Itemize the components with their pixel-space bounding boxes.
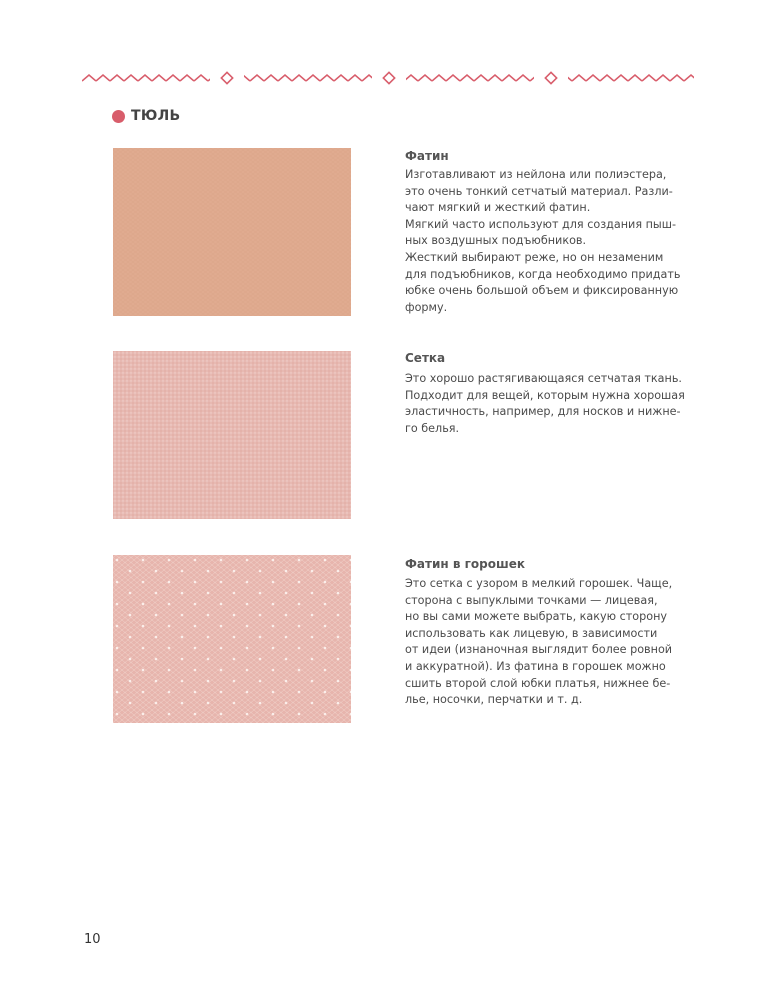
section-dot-icon	[112, 110, 125, 123]
item-text-fatin: Изготавливают из нейлона или полиэстера, это очень тонкий сетчатый материал. Разли- чают мягкий и жесткий фатин. Мягкий часто используют для создания пыш- ных воздушных подъюбников. Жесткий выбирают реже, но он незаменим для подъюбников, когда необходимо придать юбке очень большой объем и фиксированную форму.	[405, 168, 681, 314]
polka-fatin-swatch-image	[113, 555, 351, 723]
item-title-fatin: Фатин	[405, 149, 449, 163]
diamond-icon	[383, 72, 394, 83]
section-title: ТЮЛЬ	[131, 108, 181, 124]
diamond-icon	[221, 72, 232, 83]
item-title-polka-fatin: Фатин в горошек	[405, 557, 525, 571]
section-heading	[112, 108, 180, 124]
page-number: 10	[84, 932, 101, 947]
diamond-icon	[545, 72, 556, 83]
zigzag-ornament	[82, 68, 694, 90]
item-title-setka: Сетка	[405, 351, 446, 365]
item-text-setka: Это хорошо растягивающаяся сетчатая ткань. Подходит для вещей, которым нужна хорошая эластичность, например, для носков и нижне- го белья.	[405, 372, 685, 435]
item-text-polka-fatin: Это сетка с узором в мелкий горошек. Чаще, сторона с выпуклыми точками — лицевая, но вы сами можете выбрать, какую сторону использовать как лицевую, в зависимости от идеи (изнаночная выглядит более ровной и аккуратной). Из фатина в горошек можно сшить второй слой юбки платья, нижнее бе- лье, носочки, перчатки и т. д.	[405, 577, 673, 707]
setka-swatch-image	[113, 351, 351, 519]
fatin-swatch-image	[113, 148, 351, 316]
